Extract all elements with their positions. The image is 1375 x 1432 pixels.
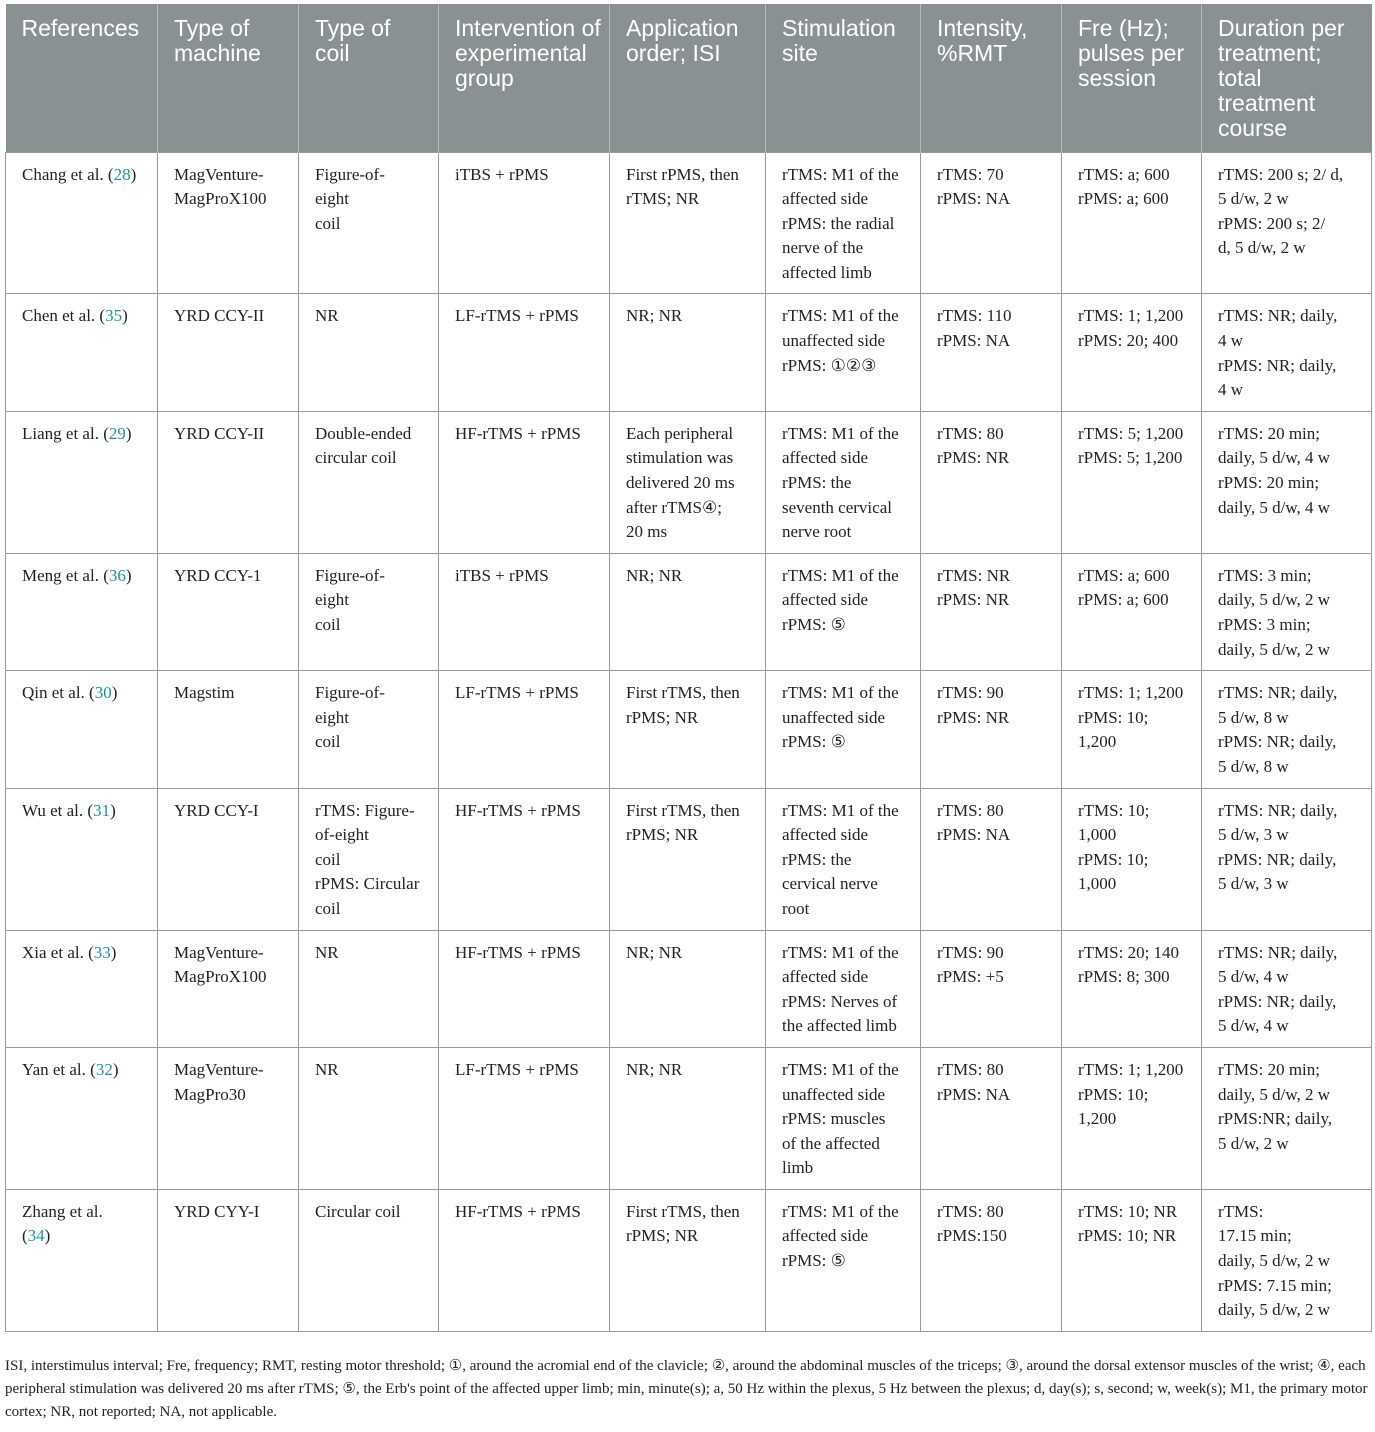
citation-link[interactable]: 32 — [95, 1059, 113, 1079]
reference-close: ) — [122, 306, 128, 326]
stimulation-site-cell: rTMS: M1 of the affected side rPMS: ⑤ — [766, 553, 921, 670]
reference-close: ) — [130, 164, 137, 184]
frequency-cell: rTMS: a; 600 rPMS: a; 600 — [1062, 152, 1202, 294]
intensity-cell: rTMS: 90 rPMS: +5 — [921, 930, 1062, 1047]
reference-close: ) — [110, 800, 116, 820]
coil-type-cell: rTMS: Figure- of-eight coil rPMS: Circular coil — [299, 788, 439, 930]
frequency-cell: rTMS: a; 600 rPMS: a; 600 — [1062, 553, 1202, 670]
machine-type-cell: YRD CYY-I — [158, 1189, 299, 1331]
table-row — [6, 1047, 1372, 1189]
header-stimulation-site: Stimulation site — [766, 4, 921, 152]
header-frequency: Fre (Hz); pulses per session — [1062, 4, 1202, 152]
duration-cell: rTMS: 20 min; daily, 5 d/w, 4 w rPMS: 20 min; daily, 5 d/w, 4 w — [1202, 411, 1372, 553]
application-order-cell: NR; NR — [610, 553, 766, 670]
reference-cell — [6, 1047, 158, 1189]
header-intervention: Intervention of experimental group — [439, 4, 610, 152]
header-references: References — [6, 4, 158, 152]
reference-cell — [6, 152, 158, 294]
application-order-cell: First rPMS, then rTMS; NR — [610, 152, 766, 294]
intensity-cell: rTMS: NR rPMS: NR — [921, 553, 1062, 670]
stimulation-site-cell: rTMS: M1 of the affected side rPMS: Nerves of the affected limb — [766, 930, 921, 1047]
application-order-cell: First rTMS, then rPMS; NR — [610, 788, 766, 930]
application-order-cell: NR; NR — [610, 930, 766, 1047]
reference-author: Meng et al. ( — [22, 565, 109, 585]
frequency-cell: rTMS: 10; NR rPMS: 10; NR — [1062, 1189, 1202, 1331]
header-row — [6, 4, 1372, 152]
citation-link[interactable]: 36 — [108, 565, 126, 585]
stimulation-site-cell: rTMS: M1 of the affected side rPMS: the radial nerve of the affected limb — [766, 152, 921, 294]
table-row — [6, 788, 1372, 930]
intervention-cell: HF-rTMS + rPMS — [439, 930, 610, 1047]
frequency-cell: rTMS: 20; 140 rPMS: 8; 300 — [1062, 930, 1202, 1047]
reference-cell — [6, 553, 158, 670]
machine-type-cell: MagVenture- MagProX100 — [158, 930, 299, 1047]
table-row — [6, 930, 1372, 1047]
intervention-cell: HF-rTMS + rPMS — [439, 1189, 610, 1331]
duration-cell: rTMS: NR; daily, 4 w rPMS: NR; daily, 4 w — [1202, 294, 1372, 411]
intervention-cell: HF-rTMS + rPMS — [439, 411, 610, 553]
reference-close: ) — [110, 942, 117, 962]
application-order-cell: First rTMS, then rPMS; NR — [610, 671, 766, 788]
reference-close: ) — [112, 1059, 119, 1079]
citation-link[interactable]: 28 — [113, 164, 131, 184]
intervention-cell: LF-rTMS + rPMS — [439, 671, 610, 788]
header-intensity: Intensity, %RMT — [921, 4, 1062, 152]
machine-type-cell: Magstim — [158, 671, 299, 788]
table-row — [6, 671, 1372, 788]
machine-type-cell: MagVenture- MagProX100 — [158, 152, 299, 294]
intensity-cell: rTMS: 80 rPMS: NR — [921, 411, 1062, 553]
machine-type-cell: YRD CCY-II — [158, 294, 299, 411]
coil-type-cell: NR — [299, 294, 439, 411]
reference-author: Qin et al. ( — [22, 683, 95, 703]
duration-cell: rTMS: NR; daily, 5 d/w, 3 w rPMS: NR; daily, 5 d/w, 3 w — [1202, 788, 1372, 930]
stimulation-site-cell: rTMS: M1 of the unaffected side rPMS: ⑤ — [766, 671, 921, 788]
coil-type-cell: Double-ended circular coil — [299, 411, 439, 553]
reference-author: Yan et al. ( — [22, 1059, 96, 1079]
intensity-cell: rTMS: 80 rPMS:150 — [921, 1189, 1062, 1331]
reference-author: Xia et al. ( — [22, 942, 94, 962]
duration-cell: rTMS: 3 min; daily, 5 d/w, 2 w rPMS: 3 min; daily, 5 d/w, 2 w — [1202, 553, 1372, 670]
reference-cell — [6, 671, 158, 788]
header-coil-type: Type of coil — [299, 4, 439, 152]
reference-cell — [6, 788, 158, 930]
frequency-cell: rTMS: 5; 1,200 rPMS: 5; 1,200 — [1062, 411, 1202, 553]
study-parameters-table — [5, 4, 1372, 1332]
table-row — [6, 1189, 1372, 1331]
reference-close: ) — [111, 683, 118, 703]
reference-author: Zhang et al. ( — [22, 1201, 103, 1246]
table-row — [6, 152, 1372, 294]
header-machine-type: Type of machine — [158, 4, 299, 152]
reference-close: ) — [125, 565, 132, 585]
intensity-cell: rTMS: 70 rPMS: NA — [921, 152, 1062, 294]
stimulation-site-cell: rTMS: M1 of the unaffected side rPMS: muscles of the affected limb — [766, 1047, 921, 1189]
machine-type-cell: YRD CCY-1 — [158, 553, 299, 670]
duration-cell: rTMS: 17.15 min; daily, 5 d/w, 2 w rPMS: 7.15 min; daily, 5 d/w, 2 w — [1202, 1189, 1372, 1331]
citation-link[interactable]: 33 — [93, 942, 111, 962]
frequency-cell: rTMS: 1; 1,200 rPMS: 10; 1,200 — [1062, 1047, 1202, 1189]
header-application-order: Application order; ISI — [610, 4, 766, 152]
duration-cell: rTMS: NR; daily, 5 d/w, 4 w rPMS: NR; daily, 5 d/w, 4 w — [1202, 930, 1372, 1047]
frequency-cell: rTMS: 1; 1,200 rPMS: 10; 1,200 — [1062, 671, 1202, 788]
table-row — [6, 294, 1372, 411]
reference-author: Wu et al. ( — [22, 800, 94, 820]
frequency-cell: rTMS: 10; 1,000 rPMS: 10; 1,000 — [1062, 788, 1202, 930]
table-footnote: ISI, interstimulus interval; Fre, frequency; RMT, resting motor threshold; ①, around the acromial end of the clavicle; ②, around the abdominal muscles of the triceps; ③, around the dorsal extensor muscles of the wrist; ④, each peripheral stimulation was delivered 20 ms after rTMS; ⑤, the Erb's point of the affected upper limb; min, minute(s); a, 50 Hz within the plexus, 5 Hz between the plexus; d, day(s); s, second; w, week(s); M1, the primary motor cortex; NR, not reported; NA, not applicable. — [5, 1358, 1368, 1420]
citation-link[interactable]: 30 — [94, 683, 112, 703]
coil-type-cell: NR — [299, 1047, 439, 1189]
intervention-cell: LF-rTMS + rPMS — [439, 1047, 610, 1189]
header-duration: Duration per treatment; total treatment course — [1202, 4, 1372, 152]
reference-cell — [6, 294, 158, 411]
coil-type-cell: NR — [299, 930, 439, 1047]
duration-cell: rTMS: 20 min; daily, 5 d/w, 2 w rPMS:NR; daily, 5 d/w, 2 w — [1202, 1047, 1372, 1189]
reference-close: ) — [125, 423, 132, 443]
intervention-cell: iTBS + rPMS — [439, 553, 610, 670]
citation-link[interactable]: 35 — [105, 306, 123, 326]
machine-type-cell: YRD CCY-II — [158, 411, 299, 553]
citation-link[interactable]: 34 — [27, 1226, 45, 1246]
reference-close: ) — [44, 1226, 51, 1246]
reference-author: Liang et al. ( — [22, 423, 109, 443]
reference-author: Chang et al. ( — [22, 164, 114, 184]
citation-link[interactable]: 29 — [108, 423, 126, 443]
stimulation-site-cell: rTMS: M1 of the affected side rPMS: ⑤ — [766, 1189, 921, 1331]
intensity-cell: rTMS: 80 rPMS: NA — [921, 1047, 1062, 1189]
coil-type-cell: Figure-of- eight coil — [299, 553, 439, 670]
frequency-cell: rTMS: 1; 1,200 rPMS: 20; 400 — [1062, 294, 1202, 411]
intensity-cell: rTMS: 110 rPMS: NA — [921, 294, 1062, 411]
coil-type-cell: Circular coil — [299, 1189, 439, 1331]
reference-cell — [6, 411, 158, 553]
application-order-cell: Each peripheral stimulation was delivered 20 ms after rTMS④; 20 ms — [610, 411, 766, 553]
reference-cell — [6, 930, 158, 1047]
duration-cell: rTMS: NR; daily, 5 d/w, 8 w rPMS: NR; daily, 5 d/w, 8 w — [1202, 671, 1372, 788]
application-order-cell: NR; NR — [610, 294, 766, 411]
duration-cell: rTMS: 200 s; 2/ d, 5 d/w, 2 w rPMS: 200 s; 2/ d, 5 d/w, 2 w — [1202, 152, 1372, 294]
coil-type-cell: Figure-of- eight coil — [299, 152, 439, 294]
citation-link[interactable]: 31 — [93, 800, 111, 820]
intensity-cell: rTMS: 80 rPMS: NA — [921, 788, 1062, 930]
reference-cell — [6, 1189, 158, 1331]
application-order-cell: First rTMS, then rPMS; NR — [610, 1189, 766, 1331]
application-order-cell: NR; NR — [610, 1047, 766, 1189]
stimulation-site-cell: rTMS: M1 of the unaffected side rPMS: ①②③ — [766, 294, 921, 411]
table-row — [6, 553, 1372, 670]
intervention-cell: LF-rTMS + rPMS — [439, 294, 610, 411]
reference-author: Chen et al. ( — [22, 306, 106, 326]
machine-type-cell: YRD CCY-I — [158, 788, 299, 930]
machine-type-cell: MagVenture- MagPro30 — [158, 1047, 299, 1189]
table-row — [6, 411, 1372, 553]
stimulation-site-cell: rTMS: M1 of the affected side rPMS: the seventh cervical nerve root — [766, 411, 921, 553]
intervention-cell: HF-rTMS + rPMS — [439, 788, 610, 930]
intensity-cell: rTMS: 90 rPMS: NR — [921, 671, 1062, 788]
coil-type-cell: Figure-of- eight coil — [299, 671, 439, 788]
intervention-cell: iTBS + rPMS — [439, 152, 610, 294]
stimulation-site-cell: rTMS: M1 of the affected side rPMS: the cervical nerve root — [766, 788, 921, 930]
